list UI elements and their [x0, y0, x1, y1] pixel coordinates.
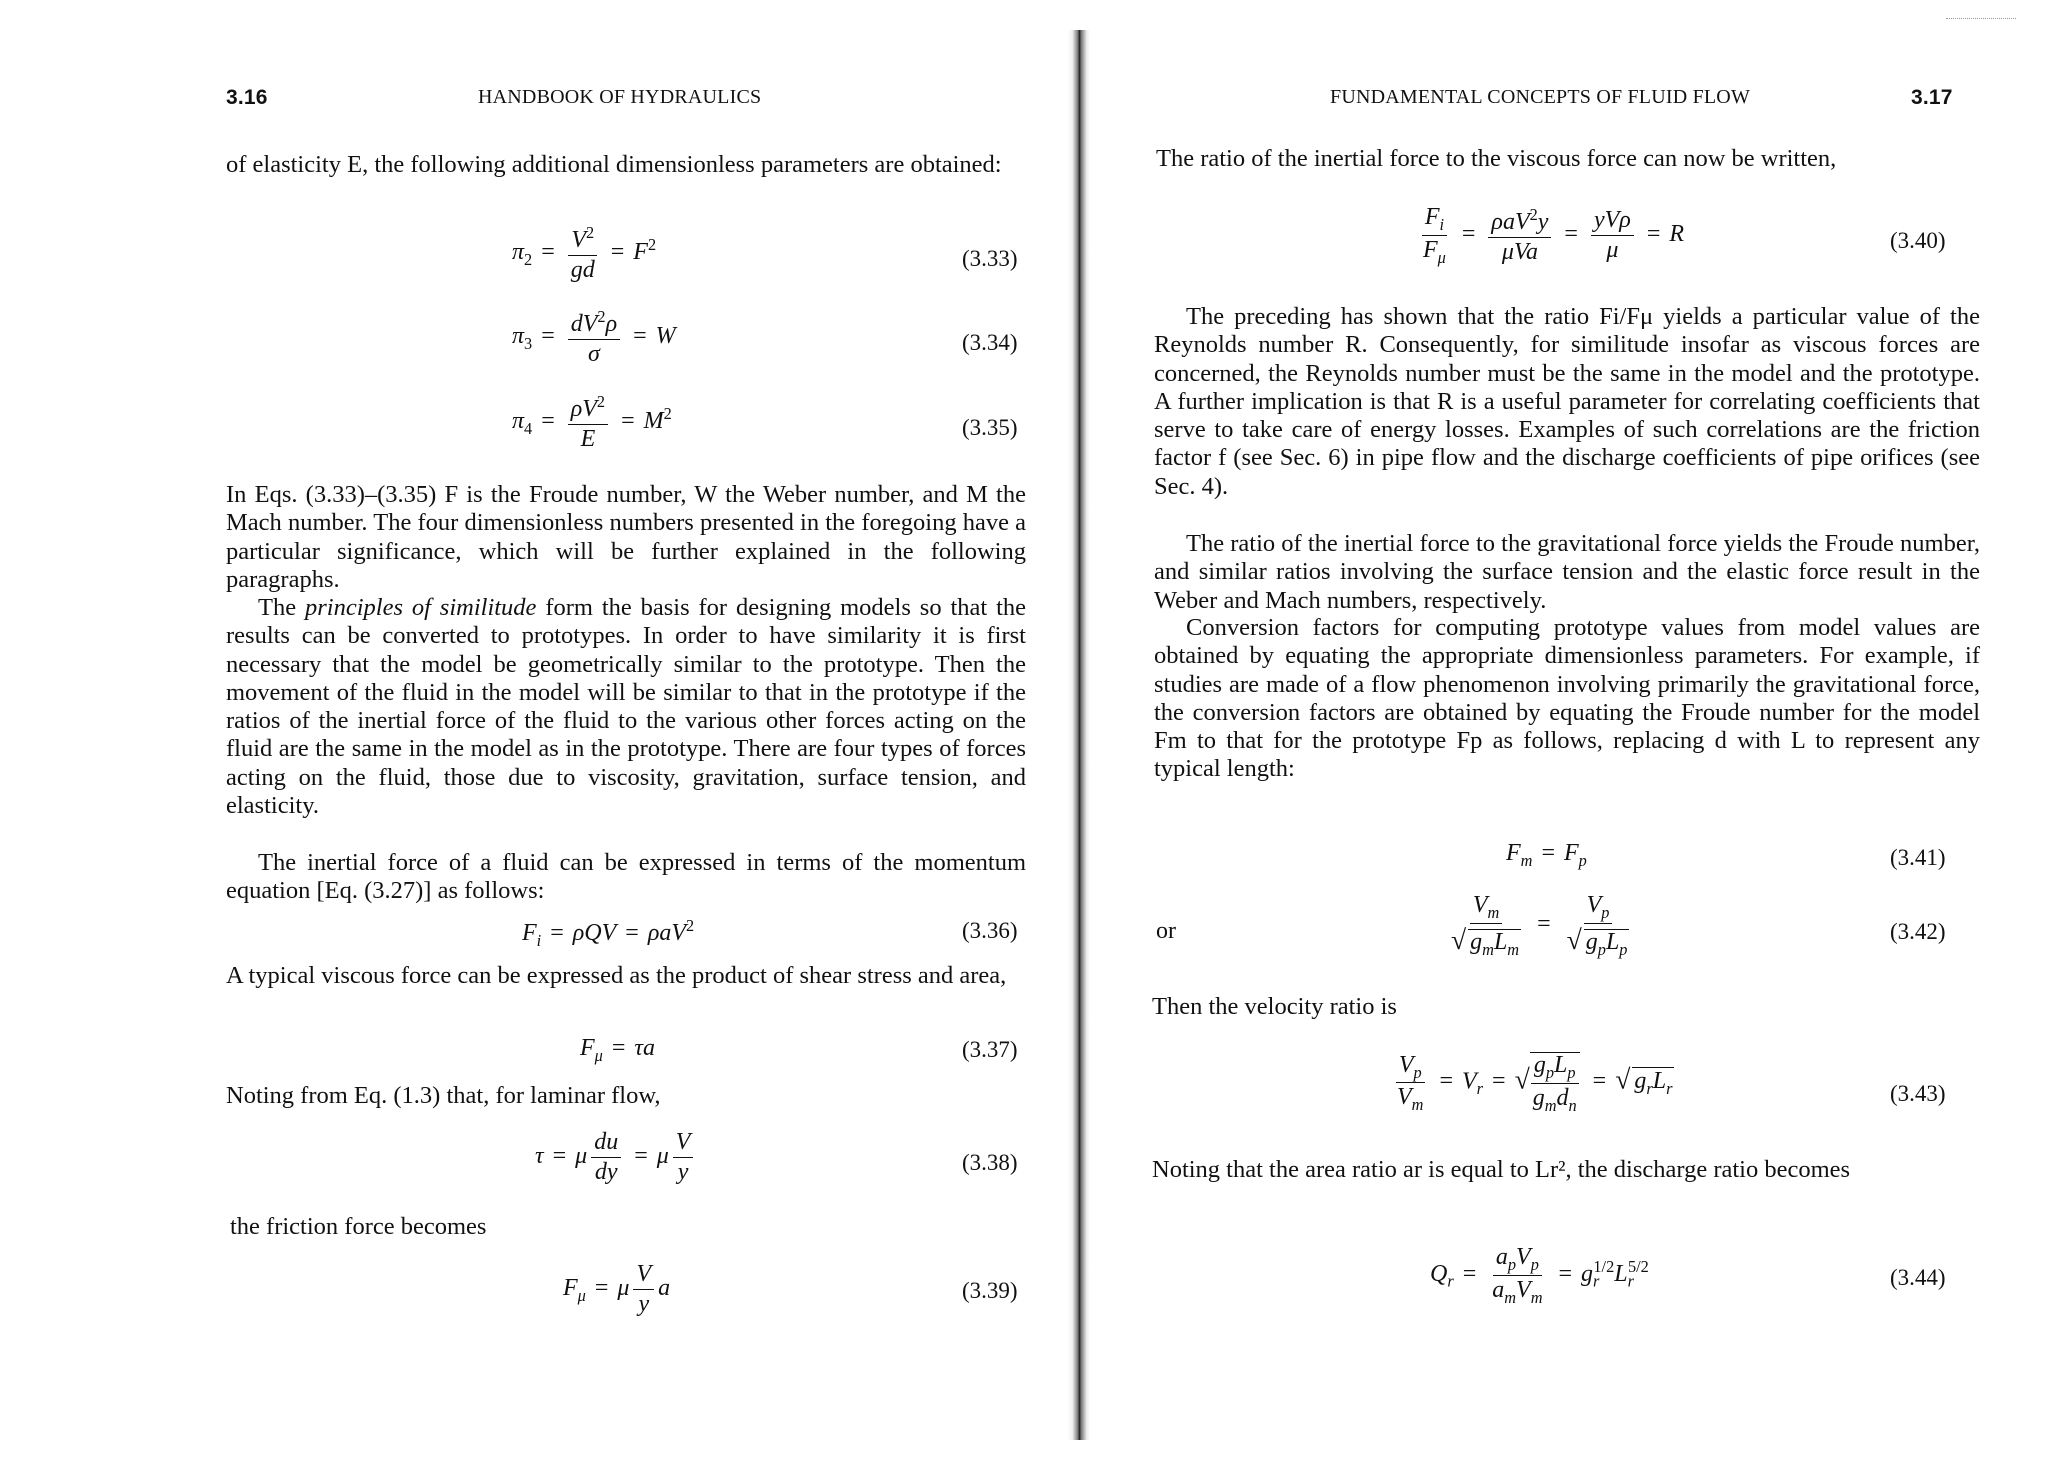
equation-number: (3.38): [962, 1150, 1018, 1175]
equation-number: (3.34): [962, 330, 1018, 355]
equation-number: (3.33): [962, 246, 1018, 271]
equation-3-39: $F_\mu = \mu$ $\frac{V}{y}$ a: [563, 1261, 671, 1318]
equation-3-41: $F_m = F_p$: [1506, 840, 1587, 870]
text-run: form the basis for designing models so that the results can be converted to prototypes. In order to have similarity it is first necessary that the model be geometrically similar to the prototype. Then the movement of the fluid in the model will be similar to that in the prototype if the ratios of the inertial force of the fluid to the various other forces acting on the fluid are the same in the model as in the prototype. There are four types of forces acting on the fluid, those due to viscosity, gravitation, surface tension, and elasticity.: [226, 594, 1027, 820]
book-gutter: [1068, 30, 1090, 1440]
equation-number: (3.39): [962, 1278, 1018, 1303]
equation-3-37: $F_\mu = \tau a$: [580, 1035, 656, 1065]
equation-3-35: $\pi_4$ = $\frac{\rho V^2}{E}$ = $M^2$: [512, 392, 672, 453]
equation-number: (3.37): [962, 1037, 1018, 1062]
equation-number: (3.35): [962, 415, 1018, 440]
paragraph-laminar: Noting from Eq. (1.3) that, for laminar flow,: [226, 1082, 661, 1109]
paragraph-similitude: [226, 594, 1026, 820]
paragraph-velocity: Then the velocity ratio is: [1152, 993, 1397, 1020]
equation-number: (3.36): [962, 918, 1018, 943]
equation-number: (3.44): [1890, 1265, 1946, 1290]
equation-3-44: $Q_r$ = $\frac{a_pV_p}{a_mV_m}$ = $g_r^{1/2}L_r^{5/2}$: [1430, 1244, 1649, 1307]
paragraph-preceding: The preceding has shown that the ratio Fi/Fμ yields a particular value of the Reynolds number R. Consequently, for similitude insofar as viscous forces are concerned, the Reynolds number must be the same in the model and the prototype. A further implication is that R is a useful parameter for correlating coefficients that serve to take care of energy losses. Examples of such correlations are the friction factor f (see Sec. 6) in pipe flow and the discharge coefficients of pipe orifices (see Sec. 4).: [1154, 303, 1980, 500]
paragraph-gravitational: The ratio of the inertial force to the gravitational force yields the Froude number, and similar ratios involving the surface tension and the elastic force result in the Weber and Mach numbers, respectively.: [1154, 530, 1980, 614]
right-page: [1090, 0, 2048, 1461]
paragraph-viscous: A typical viscous force can be expressed as the product of shear stress and area,: [226, 962, 1007, 989]
paragraph-friction: the friction force becomes: [230, 1213, 487, 1240]
paragraph-eqs: In Eqs. (3.33)–(3.35) F is the Froude number, W the Weber number, and M the Mach number. The four dimensionless numbers presented in the foregoing have a particular significance, which will be further explained in the following paragraphs.: [226, 481, 1026, 593]
emphasis: principles of similitude: [304, 594, 537, 621]
text-run: The: [258, 594, 305, 621]
paragraph-inertial: The inertial force of a fluid can be expressed in terms of the momentum equation [Eq. (3.27)] as follows:: [226, 849, 1026, 905]
or-label: or: [1156, 918, 1176, 944]
equation-3-40: $\frac{F_i}{F_\mu}$ = $\frac{\rho aV^2y}{\text{μVa}}$ = $\frac{\text{yVρ}}{\mu}$ = R: [1423, 204, 1685, 267]
paragraph-ratio: The ratio of the inertial force to the viscous force can now be written,: [1156, 145, 1837, 172]
equation-number: (3.43): [1890, 1081, 1946, 1106]
page-number: 3.17: [1911, 86, 1953, 109]
running-head: FUNDAMENTAL CONCEPTS OF FLUID FLOW: [1330, 86, 1751, 108]
equation-number: (3.40): [1890, 228, 1946, 253]
equation-3-33: $\pi_2$ = $\frac{V^2}{gd}$ = $F^2$: [512, 223, 657, 284]
paragraph-conversion: Conversion factors for computing prototype values from model values are obtained by equating the appropriate dimensionless parameters. For example, if studies are made of a flow phenomenon involving primarily the gravitational force, the conversion factors are obtained by equating the Froude number for the model Fm to that for the prototype Fp as follows, replacing d with L to represent any typical length:: [1154, 614, 1980, 783]
running-head: HANDBOOK OF HYDRAULICS: [478, 86, 762, 108]
equation-number: (3.42): [1890, 919, 1946, 944]
equation-3-36: $F_i = \rho QV = \rho aV^2$: [522, 916, 695, 950]
paragraph-intro: of elasticity E, the following additional dimensionless parameters are obtained:: [226, 151, 1002, 178]
equation-3-43: $\frac{V_p}{V_m}$ = $V_r$ = √ $\frac{g_pL_p}{g_md_n}$ = √ $g_rL_r$: [1397, 1051, 1673, 1115]
equation-3-42: $\frac{V_m}{√ g_mL_m}$ = $\frac{V_p}{√ g_pL_p}$: [1451, 892, 1628, 959]
page-number: 3.16: [226, 86, 268, 109]
equation-number: (3.41): [1890, 845, 1946, 870]
paragraph-area: Noting that the area ratio ar is equal to Lr², the discharge ratio becomes: [1152, 1156, 1851, 1183]
equation-3-38: τ = μ $\frac{du}{dy}$ = μ $\frac{V}{y}$: [535, 1130, 697, 1185]
equation-3-34: $\pi_3$ = $\frac{dV^2\rho}{\sigma}$ = W: [512, 307, 676, 368]
